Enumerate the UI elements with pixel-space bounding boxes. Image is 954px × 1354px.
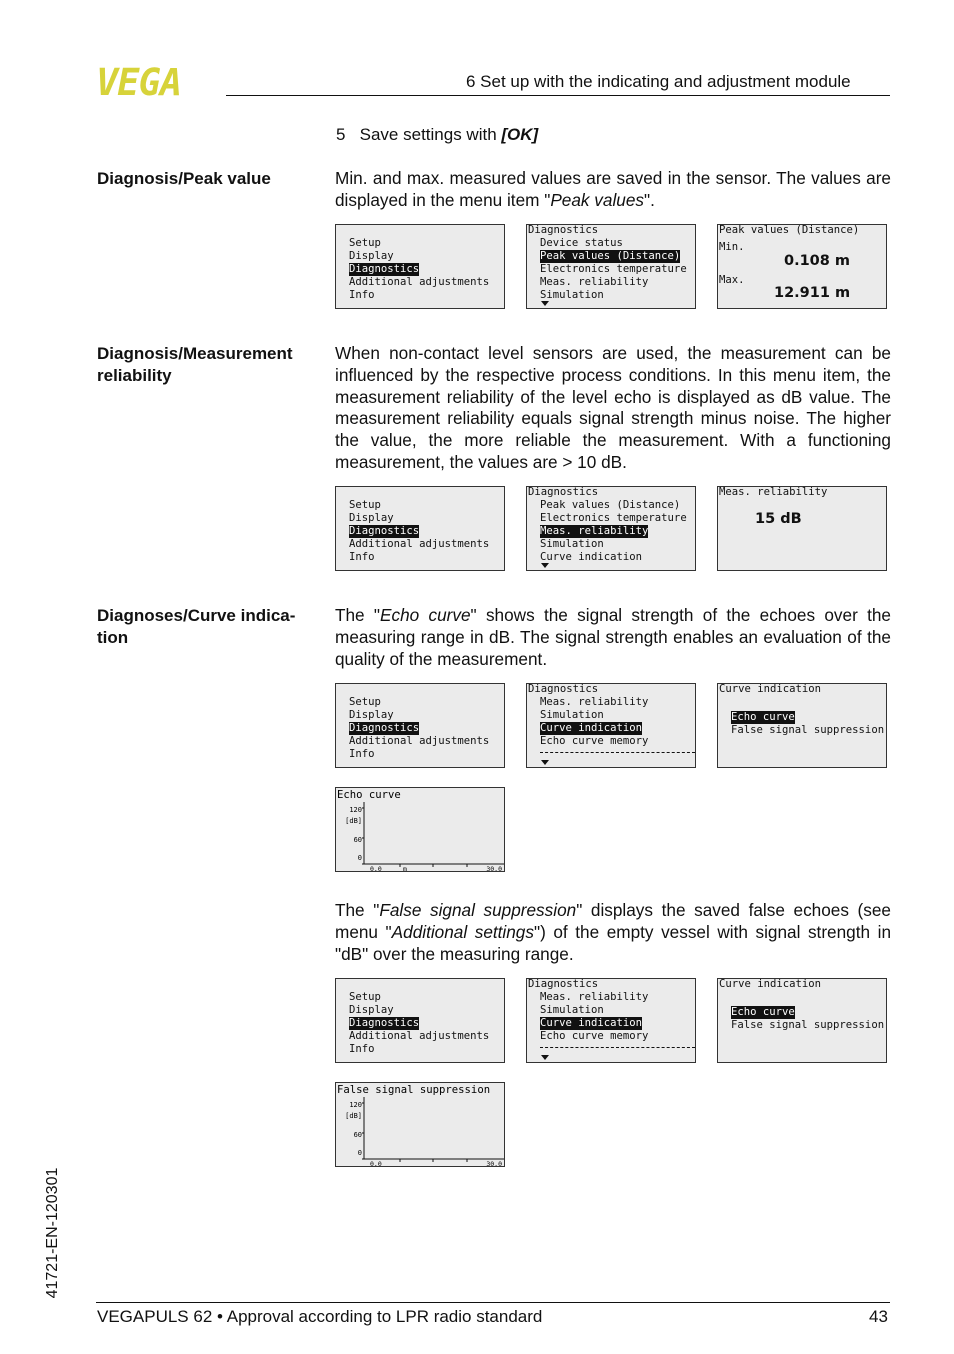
echo-curve-plot xyxy=(336,788,505,872)
paragraph-text: ". xyxy=(643,189,655,210)
menu-item[interactable]: Display xyxy=(349,1003,394,1016)
svg-text:VEGA: VEGA xyxy=(96,64,182,98)
menu-item[interactable]: Info xyxy=(349,288,375,301)
menu-item[interactable]: Display xyxy=(349,511,394,524)
heading-curve-indication: Diagnoses/Curve indica-tion xyxy=(97,606,296,647)
selected-menu-item[interactable]: Diagnostics xyxy=(349,262,420,275)
menu-item[interactable]: Info xyxy=(349,747,375,760)
menu-item[interactable]: Simulation xyxy=(540,1003,604,1016)
menu-item[interactable]: Info xyxy=(349,1042,375,1055)
footer-title: VEGAPULS 62 • Approval according to LPR radio standard xyxy=(97,1307,543,1326)
selected-menu-item[interactable]: Echo curve xyxy=(731,711,795,723)
menu-item[interactable]: Setup xyxy=(349,696,381,708)
echo-y-tick-120: 120 xyxy=(349,806,362,814)
scroll-down-icon[interactable] xyxy=(541,563,549,568)
menu-item[interactable]: Diagnostics xyxy=(528,683,599,695)
menu-item[interactable]: Simulation xyxy=(540,288,604,301)
echo-y-tick-60: 60 xyxy=(353,836,362,844)
menu-item[interactable]: Info xyxy=(349,550,375,563)
screen-echo-curve xyxy=(335,787,505,872)
header-rule xyxy=(226,95,890,96)
screen-diagnostics-reliability xyxy=(526,486,696,571)
menu-item[interactable]: Diagnostics xyxy=(528,486,599,498)
selected-menu-item[interactable]: Diagnostics xyxy=(349,721,420,734)
section-header: 6 Set up with the indicating and adjustment module xyxy=(466,72,851,91)
screen-main-menu-4 xyxy=(335,978,505,1063)
echo-x-start: 0.0 xyxy=(370,865,382,873)
vega-logo xyxy=(96,64,220,98)
menu-separator xyxy=(540,752,695,753)
menu-item[interactable]: Electronics temperature xyxy=(540,511,687,524)
paragraph-peak-value xyxy=(335,168,891,212)
footer-rule xyxy=(96,1302,890,1303)
step-5: 5 Save settings with [OK] xyxy=(336,125,539,144)
screen-main-menu-2 xyxy=(335,486,505,571)
heading-peak-value: Diagnosis/Peak value xyxy=(97,169,271,188)
emphasis-text: Peak values xyxy=(550,189,644,210)
reliability-title: Meas. reliability xyxy=(719,486,828,498)
menu-item[interactable]: Electronics temperature xyxy=(540,262,687,275)
menu-separator xyxy=(540,1047,695,1048)
screen-diagnostics-curve-1 xyxy=(526,683,696,768)
menu-item[interactable]: Diagnostics xyxy=(528,224,599,236)
false-y-unit: [dB] xyxy=(345,1112,362,1120)
false-plot-title: False signal suppression xyxy=(337,1084,491,1096)
paragraph-text: " displays the saved false echoes (see menu " xyxy=(335,900,891,942)
paragraph-curve-indication xyxy=(335,605,891,670)
screen-peak-values xyxy=(717,224,887,309)
paragraph-text: ") of the empty vessel with signal strength in "dB" over the measuring range. xyxy=(335,921,892,964)
emphasis-text: False signal suppression xyxy=(379,900,577,920)
screen-main-menu-3 xyxy=(335,683,505,768)
screen-meas-reliability xyxy=(717,486,887,571)
screen-diagnostics-curve-2 xyxy=(526,978,696,1063)
document-code: 41721-EN-120301 xyxy=(44,1167,61,1299)
menu-item[interactable]: Simulation xyxy=(540,708,604,721)
menu-item[interactable]: Diagnostics xyxy=(528,978,599,990)
selected-menu-item[interactable]: Curve indication xyxy=(540,1016,643,1029)
menu-item[interactable]: Device status xyxy=(540,236,623,249)
menu-item[interactable]: Peak values (Distance) xyxy=(540,498,681,511)
menu-item[interactable]: False signal suppression xyxy=(731,1019,885,1031)
screen-diagnostics-peak xyxy=(526,224,696,309)
paragraph-text: " shows the signal strength of the echoes over the measuring range in dB. The signal strength enables an evaluation of the quality of the measurement. xyxy=(335,605,891,669)
heading-measurement-reliability: Diagnosis/Measurement reliability xyxy=(97,344,293,385)
false-y-tick-120: 120 xyxy=(349,1101,362,1109)
menu-item[interactable]: Display xyxy=(349,249,394,262)
paragraph-text: The " xyxy=(335,900,380,920)
paragraph-text: When non-contact level sensors are used, the measurement can be influenced by the respective process conditions. In this menu item, the measurement reliability of the level echo is displayed as dB value. The measurement reliability equals signal strength minus noise. The higher the value, the more reliable the measurement. With a functioning measurement, the values are > 10 dB. xyxy=(335,343,891,472)
peak-max-label: Max. xyxy=(719,274,745,286)
selected-menu-item[interactable]: Echo curve xyxy=(731,1006,795,1018)
selected-menu-item[interactable]: Diagnostics xyxy=(349,524,420,537)
peak-min-label: Min. xyxy=(719,241,745,253)
selected-menu-item[interactable]: Diagnostics xyxy=(349,1016,420,1029)
emphasis-text: Additional settings xyxy=(391,921,534,942)
peak-min-value: 0.108 m xyxy=(784,253,851,269)
false-x-start: 0.0 xyxy=(370,1160,382,1168)
reliability-value: 15 dB xyxy=(755,511,802,527)
emphasis-text: Echo curve xyxy=(380,605,471,625)
scroll-down-icon[interactable] xyxy=(541,760,549,765)
paragraph-text: The " xyxy=(335,605,381,625)
scroll-down-icon[interactable] xyxy=(541,1055,549,1060)
menu-item[interactable]: False signal suppression xyxy=(731,724,885,736)
menu-item[interactable]: Echo curve memory xyxy=(540,734,649,747)
page-number: 43 xyxy=(869,1307,888,1326)
scroll-down-icon[interactable] xyxy=(541,301,549,306)
menu-item[interactable]: Display xyxy=(349,708,394,721)
peak-title: Peak values (Distance) xyxy=(719,224,860,236)
echo-x-unit: m xyxy=(403,865,407,873)
menu-item[interactable]: Setup xyxy=(349,237,381,249)
menu-item[interactable]: Curve indication xyxy=(719,978,822,990)
screen-curve-indication-1 xyxy=(717,683,887,768)
menu-item[interactable]: Additional adjustments xyxy=(349,275,490,288)
menu-item[interactable]: Curve indication xyxy=(719,683,822,695)
echo-y-unit: [dB] xyxy=(345,817,362,825)
paragraph-false-signal xyxy=(335,900,891,965)
paragraph-measurement-reliability xyxy=(335,343,891,474)
menu-item[interactable]: Curve indication xyxy=(540,550,643,563)
menu-item[interactable]: Setup xyxy=(349,991,381,1003)
menu-item[interactable]: Additional adjustments xyxy=(349,734,490,747)
selected-menu-item[interactable]: Peak values (Distance) xyxy=(540,249,681,262)
false-y-tick-60: 60 xyxy=(353,1131,362,1139)
echo-plot-title: Echo curve xyxy=(337,789,401,801)
menu-item[interactable]: Meas. reliability xyxy=(540,695,649,708)
selected-menu-item[interactable]: Meas. reliability xyxy=(540,524,649,537)
menu-item[interactable]: Meas. reliability xyxy=(540,275,649,288)
screen-main-menu-1 xyxy=(335,224,505,309)
screen-curve-indication-2 xyxy=(717,978,887,1063)
screen-false-signal xyxy=(335,1082,505,1167)
menu-item[interactable]: Meas. reliability xyxy=(540,990,649,1003)
echo-y-tick-0: 0 xyxy=(357,854,362,862)
menu-item[interactable]: Additional adjustments xyxy=(349,1029,490,1042)
menu-item[interactable]: Additional adjustments xyxy=(349,537,490,550)
false-signal-plot xyxy=(336,1083,505,1167)
false-y-tick-0: 0 xyxy=(357,1149,362,1157)
selected-menu-item[interactable]: Curve indication xyxy=(540,721,643,734)
peak-max-value: 12.911 m xyxy=(774,285,851,301)
menu-item[interactable]: Simulation xyxy=(540,537,604,550)
menu-item[interactable]: Setup xyxy=(349,499,381,511)
echo-x-end: 30.0 xyxy=(486,865,502,873)
menu-item[interactable]: Echo curve memory xyxy=(540,1029,649,1042)
false-x-end: 30.0 xyxy=(486,1160,502,1168)
paragraph-text: Min. and max. measured values are saved in the sensor. The values are displayed in the menu item " xyxy=(335,168,891,210)
